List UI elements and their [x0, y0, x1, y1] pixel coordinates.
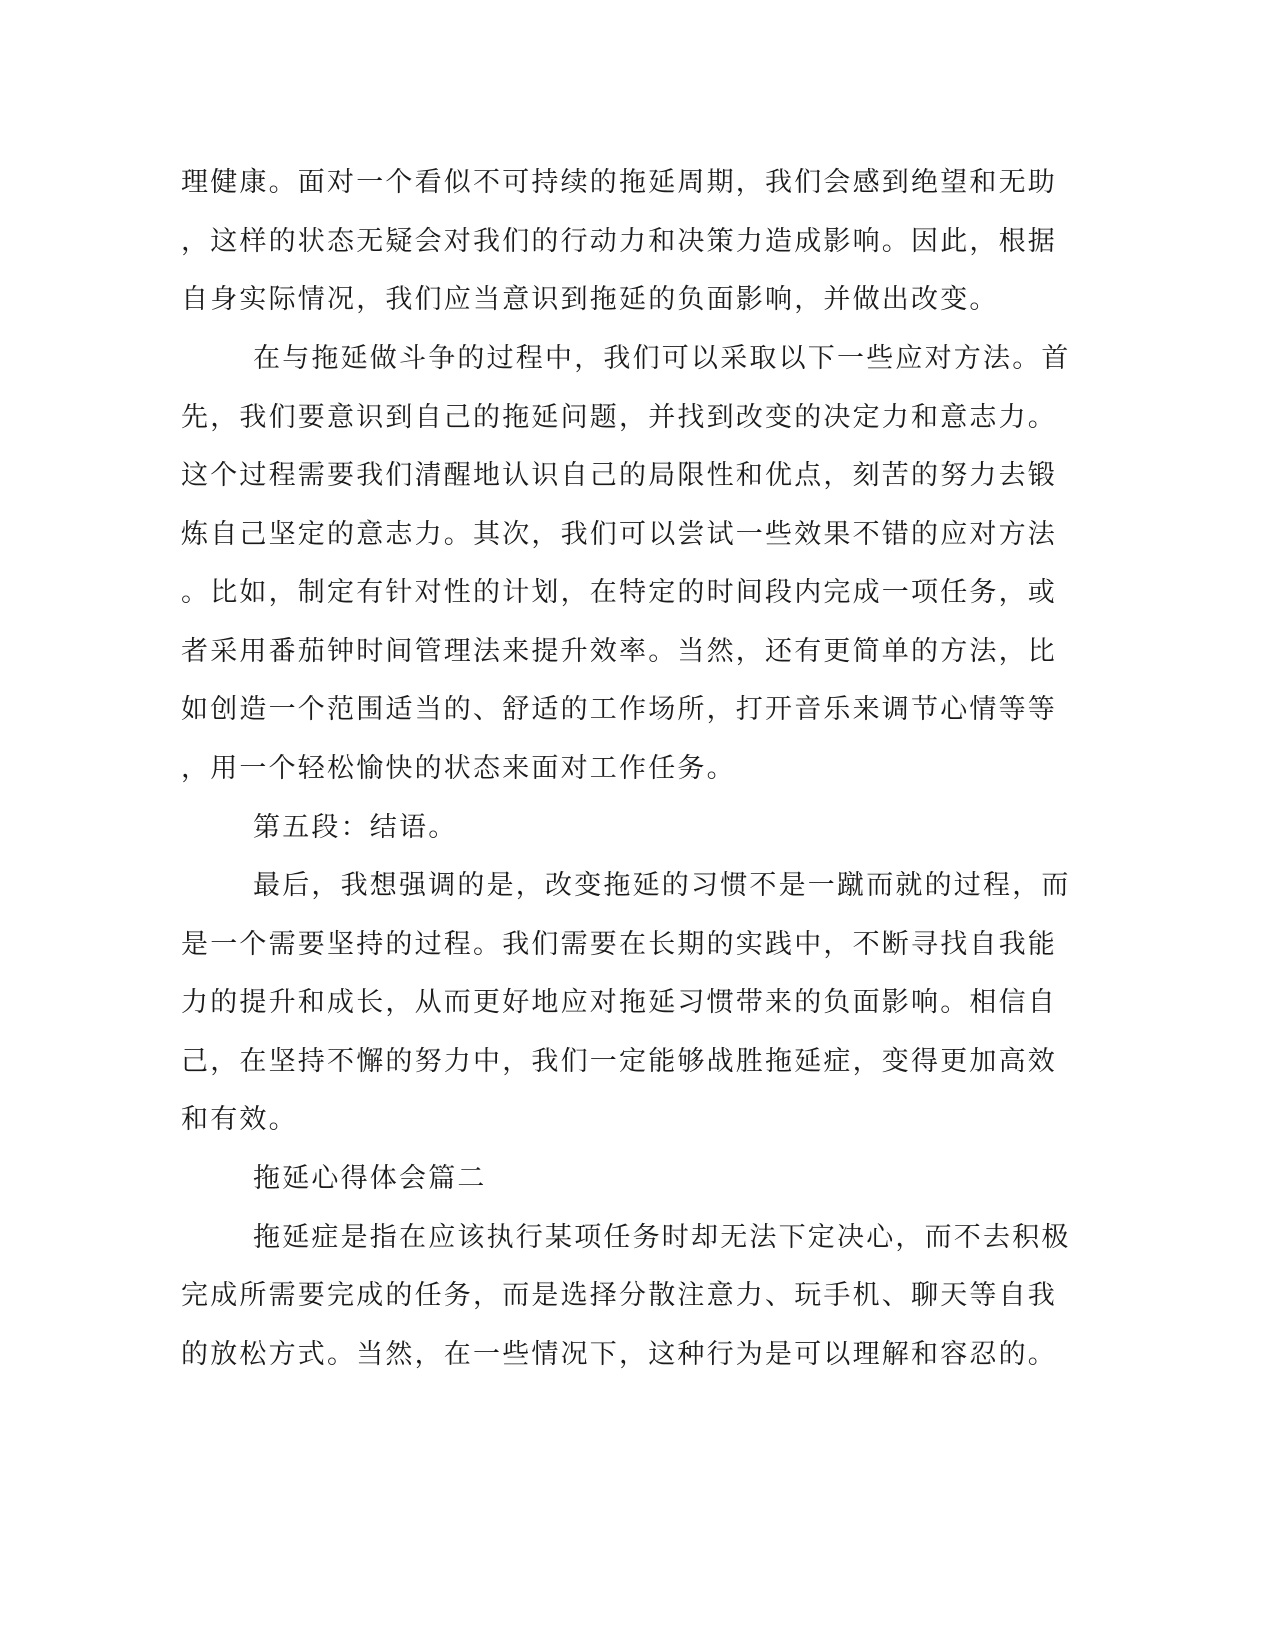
text-line: 。比如，制定有针对性的计划，在特定的时间段内完成一项任务，或 [181, 577, 1057, 608]
paragraph-first-line: 在与拖延做斗争的过程中，我们可以采取以下一些应对方法。首 [253, 343, 1071, 374]
text-line: 炼自己坚定的意志力。其次，我们可以尝试一些效果不错的应对方法 [181, 519, 1057, 550]
paragraph-first-line: 拖延症是指在应该执行某项任务时却无法下定决心，而不去积极 [253, 1222, 1071, 1253]
text-line: 如创造一个范围适当的、舒适的工作场所，打开音乐来调节心情等等 [181, 694, 1057, 725]
paragraph-first-line: 最后，我想强调的是，改变拖延的习惯不是一蹴而就的过程，而 [253, 870, 1071, 901]
text-line: ，这样的状态无疑会对我们的行动力和决策力造成影响。因此，根据 [181, 226, 1057, 257]
text-line: 先，我们要意识到自己的拖延问题，并找到改变的决定力和意志力。 [181, 402, 1057, 433]
text-line: 完成所需要完成的任务，而是选择分散注意力、玩手机、聊天等自我 [181, 1280, 1057, 1311]
text-line: 理健康。面对一个看似不可持续的拖延周期，我们会感到绝望和无助 [181, 167, 1057, 198]
text-line: 的放松方式。当然，在一些情况下，这种行为是可以理解和容忍的。 [181, 1339, 1057, 1370]
text-line: ，用一个轻松愉快的状态来面对工作任务。 [181, 753, 736, 784]
section-title: 拖延心得体会篇二 [253, 1163, 487, 1194]
section-heading: 第五段：结语。 [253, 812, 458, 843]
text-line: 自身实际情况，我们应当意识到拖延的负面影响，并做出改变。 [181, 284, 999, 315]
text-line: 这个过程需要我们清醒地认识自己的局限性和优点，刻苦的努力去锻 [181, 460, 1057, 491]
text-line: 和有效。 [181, 1104, 298, 1135]
text-line: 己，在坚持不懈的努力中，我们一定能够战胜拖延症，变得更加高效 [181, 1046, 1057, 1077]
text-line: 是一个需要坚持的过程。我们需要在长期的实践中，不断寻找自我能 [181, 929, 1057, 960]
text-line: 力的提升和成长，从而更好地应对拖延习惯带来的负面影响。相信自 [181, 987, 1057, 1018]
text-line: 者采用番茄钟时间管理法来提升效率。当然，还有更简单的方法，比 [181, 636, 1057, 667]
